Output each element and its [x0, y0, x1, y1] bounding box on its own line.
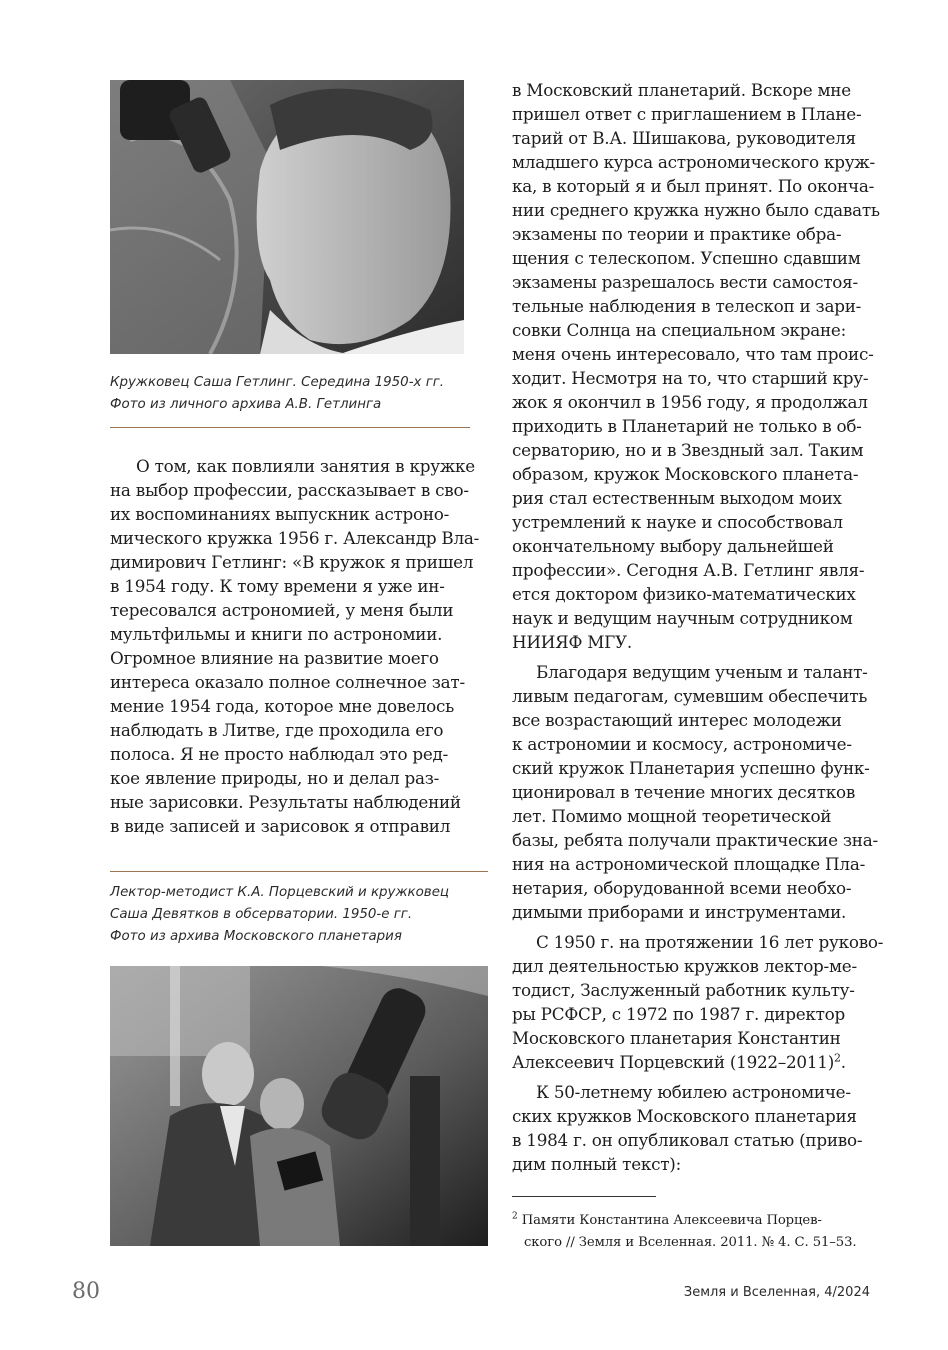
caption-line: Фото из архива Московского планетария — [110, 929, 402, 944]
caption-divider — [110, 427, 470, 428]
text-line: наук и ведущим научным сотрудником — [512, 608, 853, 628]
text-line: в 1954 году. К тому времени я уже ин- — [110, 576, 445, 596]
text-line: ры РСФСР, с 1972 по 1987 г. директор — [512, 1004, 845, 1024]
text-line: нетария, оборудованной всеми необхо- — [512, 878, 852, 898]
text-line: ский кружок Планетария успешно функ- — [512, 758, 870, 778]
text-line: в 1984 г. он опубликовал статью (приво- — [512, 1130, 863, 1150]
text-line: серваторию, но и в Звездный зал. Таким — [512, 440, 864, 460]
text-line: к астрономии и космосу, астрономиче- — [512, 734, 852, 754]
text-line: димыми приборами и инструментами. — [512, 902, 847, 922]
text-line: профессии». Сегодня А.В. Гетлинг явля- — [512, 560, 865, 580]
text-line: ходит. Несмотря на то, что старший кру- — [512, 368, 869, 388]
text-line: тодист, Заслуженный работник культу- — [512, 980, 855, 1000]
text-line: Московского планетария Константин — [512, 1028, 841, 1048]
caption-line: Лектор-методист К.А. Порцевский и кружковец — [110, 885, 450, 900]
text-line: рия стал естественным выходом моих — [512, 488, 842, 508]
text-line: их воспоминаниях выпускник астроно- — [110, 504, 450, 524]
text-line: димирович Гетлинг: «В кружок я пришел — [110, 552, 474, 572]
text-line: интереса оказало полное солнечное зат- — [110, 672, 465, 692]
text-line: наблюдать в Литве, где проходила его — [110, 720, 444, 740]
caption-line: Саша Девятков в обсерватории. 1950-е гг. — [110, 907, 413, 922]
text-line: Алексеевич Порцевский (1922–2011)$^2$. — [512, 1051, 846, 1072]
text-line: полоса. Я не просто наблюдал это ред- — [110, 744, 449, 764]
text-line: экзамены по теории и практике обра- — [512, 224, 842, 244]
footnote-text: Памяти Константина Алексеевича Порцев- — [521, 1213, 822, 1228]
text-line: мического кружка 1956 г. Александр Вла- — [110, 528, 480, 548]
text-line: О том, как повлияли занятия в кружке — [136, 456, 475, 476]
footnote-number: 2 — [512, 1211, 518, 1222]
text-line: все возрастающий интерес молодежи — [512, 710, 842, 730]
caption-divider — [110, 871, 488, 872]
page-number: 80 — [72, 1279, 100, 1304]
photo-observatory-telescope — [110, 966, 488, 1246]
text-line: К 50-летнему юбилею астрономиче- — [536, 1082, 851, 1102]
text-line: ные зарисовки. Результаты наблюдений — [110, 792, 461, 812]
text-line: ливым педагогам, сумевшим обеспечить — [512, 686, 868, 706]
footnote-reference: 2 — [834, 1051, 841, 1065]
text-line: младшего курса астрономического круж- — [512, 152, 875, 172]
text-line: ется доктором физико-математических — [512, 584, 856, 604]
text-line: ка, в который я и был принят. По оконча- — [512, 176, 874, 196]
caption-line: Кружковец Саша Гетлинг. Середина 1950-х гг. — [110, 375, 445, 390]
text-line: нии среднего кружка нужно было сдавать — [512, 200, 880, 220]
text-line: ния на астрономической площадке Пла- — [512, 854, 866, 874]
text-line: устремлений к науке и способствовал — [512, 512, 843, 532]
text-line: тельные наблюдения в телескоп и зари- — [512, 296, 862, 316]
text-line: ционировал в течение многих десятков — [512, 782, 856, 802]
journal-title: Земля и Вселенная, 4/2024 — [683, 1285, 870, 1300]
text-line: тарий от В.А. Шишакова, руководителя — [512, 128, 856, 148]
caption-line: Фото из личного архива А.В. Гетлинга — [110, 397, 382, 412]
text-line: кое явление природы, но и делал раз- — [110, 768, 440, 788]
text-line: окончательному выбору дальнейшей — [512, 536, 834, 556]
text-line-content: Алексеевич Порцевский (1922–2011) — [512, 1052, 834, 1072]
text-line: мение 1954 года, которое мне довелось — [110, 696, 455, 716]
text-line: пришел ответ с приглашением в Плане- — [512, 104, 862, 124]
text-line: Огромное влияние на развитие моего — [110, 648, 439, 668]
photo1-caption — [110, 372, 470, 416]
text-line: в виде записей и зарисовок я отправил — [110, 816, 451, 836]
text-line: щения с телескопом. Успешно сдавшим — [512, 248, 861, 268]
text-line: в Московский планетарий. Вскоре мне — [512, 80, 851, 100]
text-line: совки Солнца на специальном экране: — [512, 320, 847, 340]
text-line: С 1950 г. на протяжении 16 лет руково- — [536, 932, 884, 952]
text-line: на выбор профессии, рассказывает в сво- — [110, 480, 469, 500]
text-line: тересовался астрономией, у меня были — [110, 600, 454, 620]
text-line: жок я окончил в 1956 году, я продолжал — [512, 392, 868, 412]
text-line: дим полный текст): — [512, 1154, 681, 1174]
text-line: приходить в Планетарий не только в об- — [512, 416, 862, 436]
text-line: экзамены разрешалось вести самостоя- — [512, 272, 858, 292]
text-line: мультфильмы и книги по астрономии. — [110, 624, 443, 644]
text-line: лет. Помимо мощной теоретической — [512, 806, 832, 826]
text-line: меня очень интересовало, что там проис- — [512, 344, 874, 364]
footnote-divider — [512, 1196, 656, 1197]
photo2-caption — [110, 882, 488, 948]
footnote-text: ского // Земля и Вселенная. 2011. № 4. С. 51–53. — [524, 1235, 857, 1250]
footnote — [512, 1210, 822, 1232]
text-line: дил деятельностью кружков лектор-ме- — [512, 956, 857, 976]
photo-getling-portrait — [110, 80, 464, 354]
text-line: образом, кружок Московского планета- — [512, 464, 859, 484]
text-line: Благодаря ведущим ученым и талант- — [536, 662, 868, 682]
text-line: базы, ребята получали практические зна- — [512, 830, 878, 850]
text-line: НИИЯФ МГУ. — [512, 632, 632, 652]
text-line: ских кружков Московского планетария — [512, 1106, 857, 1126]
